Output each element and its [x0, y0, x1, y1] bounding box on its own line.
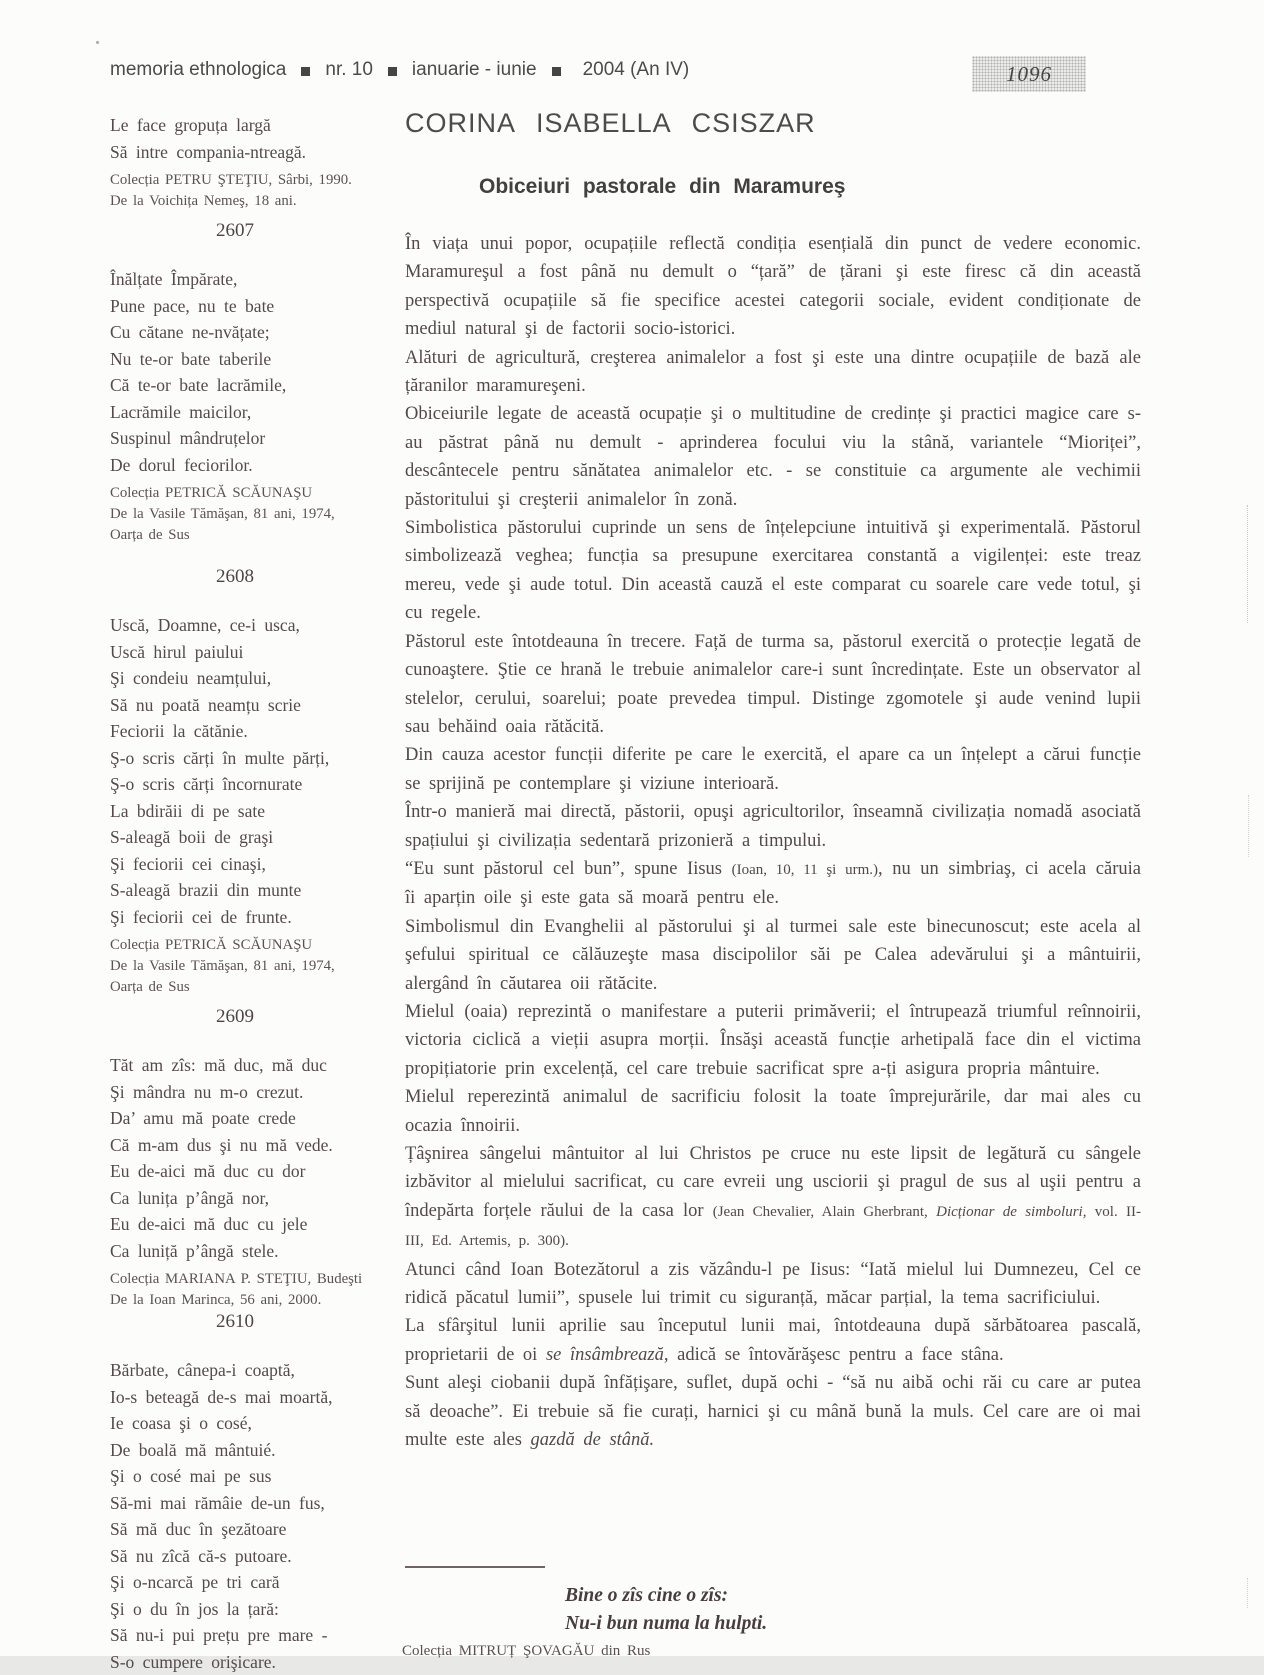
text-run: Atunci când Ioan Botezătorul a zis văzându-l pe Iisus: “Iată mielul lui Dumnezeu, Cel ce ridică păcatul lumii”, spusele lui trimit cu siguranță, măcar parțial, la tema sacrificiului.	[405, 1260, 1141, 1308]
footer-quote	[565, 1582, 767, 1638]
poem-number: 2610	[110, 1309, 360, 1335]
poem-line: Cu cătane ne-nvățate;	[110, 319, 406, 346]
text-run: Dicționar de simboluri,	[936, 1204, 1086, 1220]
footer-quote-source: Colecția MITRUȚ ŞOVAGĂU din Rus	[402, 1643, 650, 1660]
poem-number: 2608	[110, 564, 360, 590]
article-paragraph	[405, 913, 1141, 998]
article-column	[405, 108, 1141, 1454]
issue-number: nr. 10	[325, 59, 373, 81]
text-run: “Eu sunt păstorul cel bun”, spune Iisus	[405, 859, 732, 879]
article-paragraph	[405, 230, 1141, 344]
poem-block	[110, 112, 406, 212]
poem-source	[110, 170, 406, 212]
journal-header	[110, 57, 689, 83]
page-number-badge	[972, 56, 1086, 92]
text-run: se însâmbrează	[546, 1345, 664, 1365]
article-paragraph	[405, 514, 1141, 628]
poem-line: Înălțate Împărate,	[110, 266, 406, 293]
poem-line: De boală mă mântuié.	[110, 1437, 406, 1464]
poem-line: Tăt am zîs: mă duc, mă duc	[110, 1052, 406, 1079]
poem-line: Uscă hirul paiului	[110, 639, 406, 666]
article-paragraph	[405, 1083, 1141, 1140]
text-run: (Ioan, 10, 11 şi urm.)	[732, 862, 878, 878]
scan-speck	[96, 41, 99, 44]
poem-line: Ca luniță p’ângă stele.	[110, 1238, 406, 1265]
text-run: Din cauza acestor funcții diferite pe care le exercită, el apare ca un înțelept a cărui funcție se sprijină pe contemplare şi viziune interioară.	[405, 745, 1141, 793]
poem-line: Să nu-i pui prețu pre mare -	[110, 1622, 406, 1649]
article-paragraph	[405, 855, 1141, 913]
article-paragraph	[405, 1140, 1141, 1256]
text-run: Păstorul este întotdeauna în trecere. Față de turma sa, păstorul exercită o protecție legată de cunoaştere. Ştie ce hrană le trebuie animalelor care-i sunt încredințate. Este un observator al stelelor, cerului, soarelui; poate prevedea timpul. Distinge zgomotele şi aude venind lupii sau behăind oaia rătăcită.	[405, 632, 1141, 737]
footer-quote-line: Bine o zîs cine o zîs:	[565, 1582, 767, 1610]
poem-block	[110, 1309, 406, 1675]
article-paragraph	[405, 1256, 1141, 1313]
article-paragraph	[405, 998, 1141, 1083]
text-run: Obiceiurile legate de această ocupație şi o multitudine de credințe şi practici magice care s-au păstrat până nu demult - aprinderea focului viu la stână, variantele “Mioriței”, descântecele pentru sănătatea animalelor etc. - se constituie ca argumente ale vechimii păstoritului şi creşterii animalelor în zonă.	[405, 404, 1141, 509]
poem-line: De dorul feciorilor.	[110, 452, 406, 479]
poem-line: Să nu zîcă că-s putoare.	[110, 1543, 406, 1570]
poem-line: Şi feciorii cei cinaşi,	[110, 851, 406, 878]
poem-source-line: Colecția PETRICĂ SCĂUNAŞU	[110, 935, 406, 956]
poem-line: Nu te-or bate taberile	[110, 346, 406, 373]
poem-source-line: De la Vasile Tămăşan, 81 ani, 1974,	[110, 504, 406, 525]
poem-line: Ş-o scris cărți încornurate	[110, 771, 406, 798]
poem-line: Bărbate, cânepa-i coaptă,	[110, 1357, 406, 1384]
poem-source-line: De la Ioan Marinca, 56 ani, 2000.	[110, 1290, 406, 1311]
text-run: În viața unui popor, ocupațiile reflectă condiția esențială din punct de vedere economic. Maramureşul a fost până nu demult o “țară” de țărani şi este firesc că din această perspectivă ocupațiile să fie specifice acestei categorii sociale, evident condiționate de mediul natural şi de factorii socio-istorici.	[405, 234, 1141, 339]
poem-source	[110, 935, 406, 998]
text-run: vol. II-III, Ed. Artemis, p. 300).	[405, 1204, 1141, 1249]
poem-source-line: De la Voichița Nemeş, 18 ani.	[110, 191, 406, 212]
text-run: Mielul reperezintă animalul de sacrificiu folosit la toate împrejurările, dar mai ales cu ocazia înnoirii.	[405, 1087, 1141, 1135]
text-run: Într-o manieră mai directă, păstorii, opuşi agricultorilor, înseamnă civilizația nomadă asociată spațiului şi civilizația sedentară prizonieră a timpului.	[405, 802, 1141, 850]
poem-line: Uscă, Doamne, ce-i usca,	[110, 612, 406, 639]
text-run: Simbolistica păstorului cuprinde un sens de înțelepciune intuitivă şi experimentală. Păstorul simbolizează veghea; funcția sa presupune exercitarea constantă a vigilenței: este treaz mereu, vede şi aude totul. Din această cauză el este comparat cu soarele care vede totul, şi cu regele.	[405, 518, 1141, 623]
poem-source-line: Oarța de Sus	[110, 525, 406, 546]
poem-line: Că te-or bate lacrămile,	[110, 372, 406, 399]
poem-line: Eu de-aici mă duc cu jele	[110, 1211, 406, 1238]
footer-divider	[405, 1566, 545, 1568]
poem-number: 2609	[110, 1004, 360, 1030]
journal-name: memoria ethnologica	[110, 59, 286, 81]
poem-line: Lacrămile maicilor,	[110, 399, 406, 426]
article-paragraph	[405, 741, 1141, 798]
poem-block	[110, 218, 406, 546]
text-run: , adică se întovărăşesc pentru a face stâna.	[664, 1345, 1004, 1365]
poem-line: Feciorii la cătănie.	[110, 718, 406, 745]
poem-line: Da’ amu mă poate crede	[110, 1105, 406, 1132]
poem-line: Că m-am dus şi nu mă vede.	[110, 1132, 406, 1159]
issue-year: 2004 (An IV)	[583, 59, 690, 81]
poem-line: Să nu poată neamțu scrie	[110, 692, 406, 719]
text-run: Țâşnirea sângelui mântuitor al lui Christos pe cruce nu este lipsit de legătură cu sângele izbăvitor al mielului sacrificat, cu care evreii ung usciorii şi pragul de sus al uşii pentru a îndepărta forțele răului de la casa lor	[405, 1144, 1141, 1221]
poem-source-line: Colecția MARIANA P. STEŢIU, Budeşti	[110, 1269, 406, 1290]
poem-line: S-aleagă boii de graşi	[110, 824, 406, 851]
separator-square-icon	[552, 67, 561, 76]
poem-source-line: De la Vasile Tămăşan, 81 ani, 1974,	[110, 956, 406, 977]
separator-square-icon	[388, 67, 397, 76]
article-body	[405, 230, 1141, 1454]
poem-line: Şi condeiu neamțului,	[110, 665, 406, 692]
poem-source-line: Colecția PETRU ŞTEŢIU, Sârbi, 1990.	[110, 170, 406, 191]
text-run: La sfârşitul lunii aprilie sau începutul lunii mai, întotdeauna după sărbătoarea pascală, proprietarii de oi	[405, 1316, 1141, 1364]
page-number: 1096	[1006, 62, 1052, 87]
poem-block	[110, 1004, 406, 1311]
scan-artifact	[1247, 1578, 1248, 1608]
poem-line: Să intre compania-ntreagă.	[110, 139, 406, 166]
text-run: Alături de agricultură, creşterea animalelor a fost şi este una dintre ocupațiile de bază ale țăranilor maramureşeni.	[405, 348, 1141, 396]
text-run: Mielul (oaia) reprezintă o manifestare a puterii primăverii; el întrupează triumful reînnoirii, victoria ciclică a vieții asupra morții. Însăşi această funcție arhetipală face din el victima propițiatorie prin excelență, cel care trebuie sacrificat spre a-ți asigura propria mântuire.	[405, 1002, 1141, 1079]
poem-source	[110, 1269, 406, 1311]
article-paragraph	[405, 1369, 1141, 1454]
poem-line: Io-s beteagă de-s mai moartă,	[110, 1384, 406, 1411]
article-paragraph	[405, 628, 1141, 742]
text-run: Simbolismul din Evanghelii al păstorului şi al turmei sale este binecunoscut; este acela al şefului spiritual ce călăuzeşte masa discipolilor săi pe Calea adevărului şi a mântuirii, alergând în căutarea oii rătăcite.	[405, 917, 1141, 994]
article-paragraph	[405, 1312, 1141, 1369]
text-run: , nu un simbriaş, ci acela căruia îi aparțin oile şi este gata să moară pentru ele.	[405, 859, 1141, 908]
issue-period: ianuarie - iunie	[412, 59, 537, 81]
poem-line: Eu de-aici mă duc cu dor	[110, 1158, 406, 1185]
poem-line: Şi o cosé mai pe sus	[110, 1463, 406, 1490]
scan-artifact	[1248, 795, 1249, 857]
poem-line: Suspinul mândruțelor	[110, 425, 406, 452]
poem-number: 2607	[110, 218, 360, 244]
article-paragraph	[405, 798, 1141, 855]
separator-square-icon	[301, 67, 310, 76]
article-title: Obiceiuri pastorale din Maramureş	[405, 174, 1141, 200]
poem-line: Şi o du în jos la țară:	[110, 1596, 406, 1623]
poem-line: Ca lunița p’ângă nor,	[110, 1185, 406, 1212]
poem-source-line: Oarța de Sus	[110, 977, 406, 998]
text-run: Sunt aleşi ciobanii după înfățişare, suflet, după ochi - “să nu aibă ochi răi cu care ar putea să deoache”. Ei trebuie să fie curați, harnici şi cu mână bună la muls. Cel care are oi mai multe este ales	[405, 1373, 1141, 1450]
poem-source	[110, 483, 406, 546]
poem-line: Ie coasa şi o cosé,	[110, 1410, 406, 1437]
poem-line: Să mă duc în şezătoare	[110, 1516, 406, 1543]
poem-line: Şi feciorii cei de frunte.	[110, 904, 406, 931]
poem-line: Şi mândra nu m-o crezut.	[110, 1079, 406, 1106]
poem-line: Şi o-ncarcă pe tri cară	[110, 1569, 406, 1596]
article-paragraph	[405, 400, 1141, 514]
article-author: CORINA ISABELLA CSISZAR	[405, 108, 1141, 138]
poem-line: Le face gropuța largă	[110, 112, 406, 139]
article-paragraph	[405, 344, 1141, 401]
footer-quote-line: Nu-i bun numa la hulpti.	[565, 1610, 767, 1638]
scan-artifact	[1247, 505, 1248, 623]
poem-block	[110, 564, 406, 998]
poem-line: La bdirăii di pe sate	[110, 798, 406, 825]
poem-line: S-aleagă brazii din munte	[110, 877, 406, 904]
poem-line: Pune pace, nu te bate	[110, 293, 406, 320]
poem-line: Ş-o scris cărți în multe părți,	[110, 745, 406, 772]
poem-line: Să-mi mai rămâie de-un fus,	[110, 1490, 406, 1517]
text-run: gazdă de stână.	[531, 1430, 655, 1450]
text-run: (Jean Chevalier, Alain Gherbrant,	[713, 1204, 936, 1220]
poem-source-line: Colecția PETRICĂ SCĂUNAŞU	[110, 483, 406, 504]
poem-line: S-o cumpere orişicare.	[110, 1649, 406, 1675]
